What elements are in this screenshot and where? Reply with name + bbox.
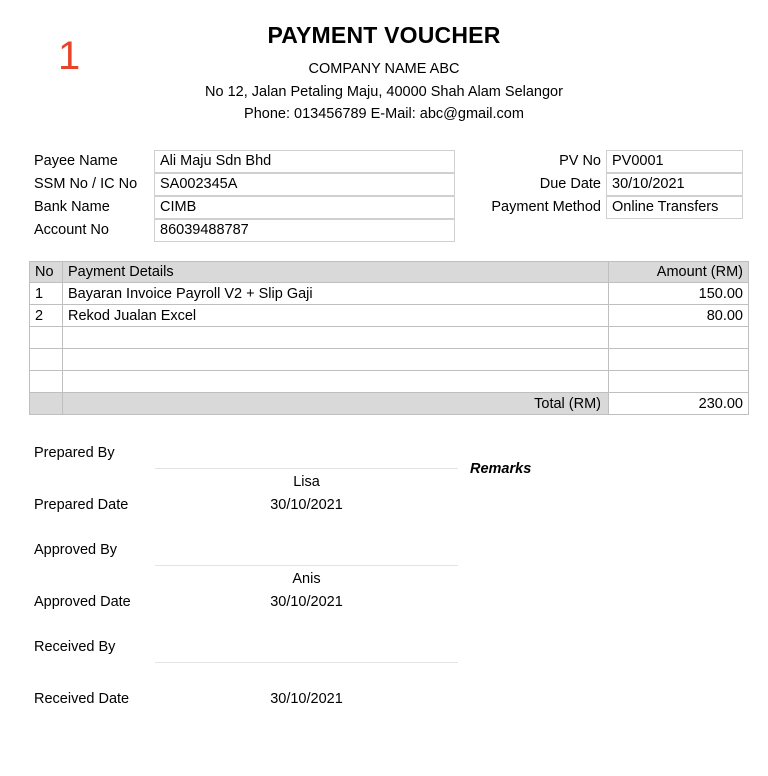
annotation-marker-1: 1	[58, 34, 81, 78]
meta-field-group	[455, 173, 768, 196]
field-row	[0, 150, 768, 173]
cell-amount[interactable]	[609, 327, 749, 349]
column-header-details: Payment Details	[63, 262, 609, 283]
cell-no[interactable]	[30, 349, 63, 371]
voucher-fields	[0, 150, 768, 242]
meta-spacer-value	[606, 219, 743, 242]
bank-name-value[interactable]: CIMB	[154, 196, 455, 219]
payee-field-group	[0, 219, 455, 242]
total-spacer	[30, 393, 63, 415]
field-row	[0, 196, 768, 219]
approved-date-label: Approved Date	[34, 594, 131, 610]
received-date-value[interactable]: 30/10/2021	[270, 691, 343, 707]
payment-details-table	[29, 261, 749, 415]
account-no-value[interactable]: 86039488787	[154, 219, 455, 242]
cell-amount[interactable]	[609, 349, 749, 371]
table-row	[30, 371, 749, 393]
total-amount: 230.00	[609, 393, 749, 415]
signature-section	[0, 440, 768, 731]
approved-by-name: Anis	[292, 571, 321, 587]
total-label: Total (RM)	[63, 393, 609, 415]
table-total-row	[30, 393, 749, 415]
due-date-value[interactable]: 30/10/2021	[606, 173, 743, 196]
column-header-amount: Amount (RM)	[609, 262, 749, 283]
received-date-row	[0, 686, 768, 731]
remarks-label: Remarks	[470, 461, 532, 477]
prepared-by-name: Lisa	[293, 474, 320, 490]
cell-amount[interactable]: 80.00	[609, 305, 749, 327]
received-by-label: Received By	[34, 639, 116, 655]
received-by-name-row	[0, 663, 768, 686]
company-address: No 12, Jalan Petaling Maju, 40000 Shah Alam Selangor	[205, 83, 563, 100]
payee-name-value[interactable]: Ali Maju Sdn Bhd	[154, 150, 455, 173]
page-title: PAYMENT VOUCHER	[267, 22, 501, 48]
pv-no-label: PV No	[559, 153, 601, 169]
cell-no[interactable]	[30, 371, 63, 393]
received-date-label: Received Date	[34, 691, 130, 707]
payee-field-group	[0, 196, 455, 219]
table-row	[30, 349, 749, 371]
due-date-label: Due Date	[539, 176, 601, 192]
payee-field-group	[0, 173, 455, 196]
payee-name-label: Payee Name	[34, 153, 118, 169]
company-name: COMPANY NAME ABC	[308, 61, 460, 78]
cell-details[interactable]	[63, 371, 609, 393]
cell-details[interactable]: Bayaran Invoice Payroll V2 + Slip Gaji	[63, 283, 609, 305]
account-no-label: Account No	[34, 222, 109, 238]
prepared-by-row	[0, 440, 768, 469]
table-row	[30, 305, 749, 327]
payee-field-group	[0, 150, 455, 173]
payment-method-label: Payment Method	[491, 199, 601, 215]
prepared-date-value[interactable]: 30/10/2021	[270, 497, 343, 513]
meta-field-group	[455, 196, 768, 219]
approved-by-name-row	[0, 566, 768, 589]
meta-field-group	[455, 150, 768, 173]
field-row	[0, 219, 768, 242]
table-row	[30, 283, 749, 305]
company-contact: Phone: 013456789 E-Mail: abc@gmail.com	[244, 106, 524, 123]
approved-by-label: Approved By	[34, 542, 118, 558]
approved-date-value[interactable]: 30/10/2021	[270, 594, 343, 610]
ssm-no-value[interactable]: SA002345A	[154, 173, 455, 196]
prepared-by-name-row	[0, 469, 768, 492]
cell-details[interactable]	[63, 327, 609, 349]
cell-details[interactable]	[63, 349, 609, 371]
prepared-date-label: Prepared Date	[34, 497, 129, 513]
column-header-no: No	[30, 262, 63, 283]
bank-name-label: Bank Name	[34, 199, 110, 215]
cell-no[interactable]: 2	[30, 305, 63, 327]
cell-amount[interactable]: 150.00	[609, 283, 749, 305]
prepared-date-row	[0, 492, 768, 537]
meta-field-group	[455, 219, 768, 242]
approved-by-row	[0, 537, 768, 566]
cell-amount[interactable]	[609, 371, 749, 393]
cell-details[interactable]: Rekod Jualan Excel	[63, 305, 609, 327]
field-row	[0, 173, 768, 196]
payment-method-value[interactable]: Online Transfers	[606, 196, 743, 219]
prepared-by-label: Prepared By	[34, 445, 115, 461]
cell-no[interactable]: 1	[30, 283, 63, 305]
received-by-row	[0, 634, 768, 663]
meta-spacer-label	[455, 219, 606, 242]
table-header-row	[30, 262, 749, 283]
cell-no[interactable]	[30, 327, 63, 349]
pv-no-value[interactable]: PV0001	[606, 150, 743, 173]
document-header	[0, 22, 768, 126]
approved-date-row	[0, 589, 768, 634]
ssm-no-label: SSM No / IC No	[34, 176, 138, 192]
table-row	[30, 327, 749, 349]
